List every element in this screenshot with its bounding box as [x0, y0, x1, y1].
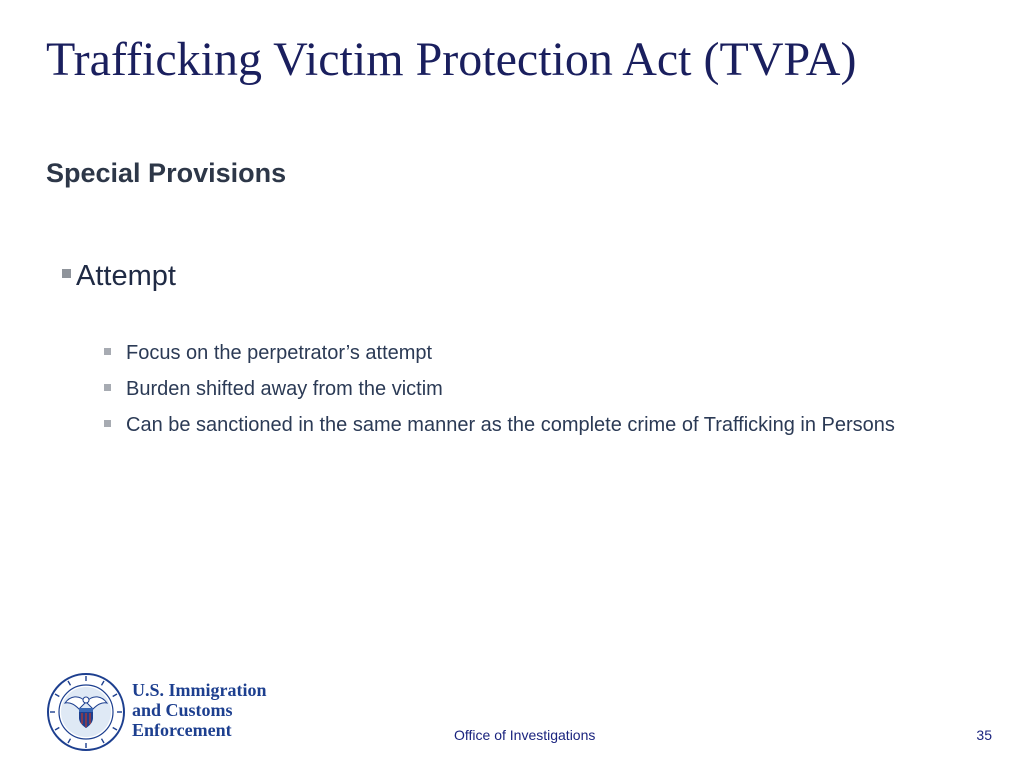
bullet-level1-text: Attempt	[76, 260, 176, 292]
list-item-text: Burden shifted away from the victim	[126, 378, 443, 400]
square-bullet-icon	[104, 420, 111, 427]
list-item-text: Can be sanctioned in the same manner as the complete crime of Trafficking in Persons	[126, 414, 895, 436]
agency-name-line: U.S. Immigration	[132, 680, 267, 700]
list-item	[104, 374, 964, 404]
slide-subtitle: Special Provisions	[46, 158, 287, 188]
agency-name-line: Enforcement	[132, 720, 232, 740]
footer-text: Office of Investigations	[454, 727, 596, 743]
square-bullet-icon	[104, 348, 111, 355]
agency-name-line: and Customs	[132, 700, 233, 720]
list-item	[104, 338, 964, 368]
square-bullet-icon	[104, 384, 111, 391]
square-bullet-icon	[62, 269, 71, 278]
bullet-level1	[62, 258, 176, 294]
page-number: 35	[976, 727, 992, 743]
dhs-seal-icon	[46, 672, 126, 752]
list-item-text: Focus on the perpetrator’s attempt	[126, 342, 433, 364]
agency-name	[132, 680, 267, 740]
bullet-list-level2	[104, 338, 964, 446]
list-item	[104, 410, 964, 440]
slide-title: Trafficking Victim Protection Act (TVPA)	[46, 33, 857, 86]
ice-logo	[46, 666, 306, 756]
